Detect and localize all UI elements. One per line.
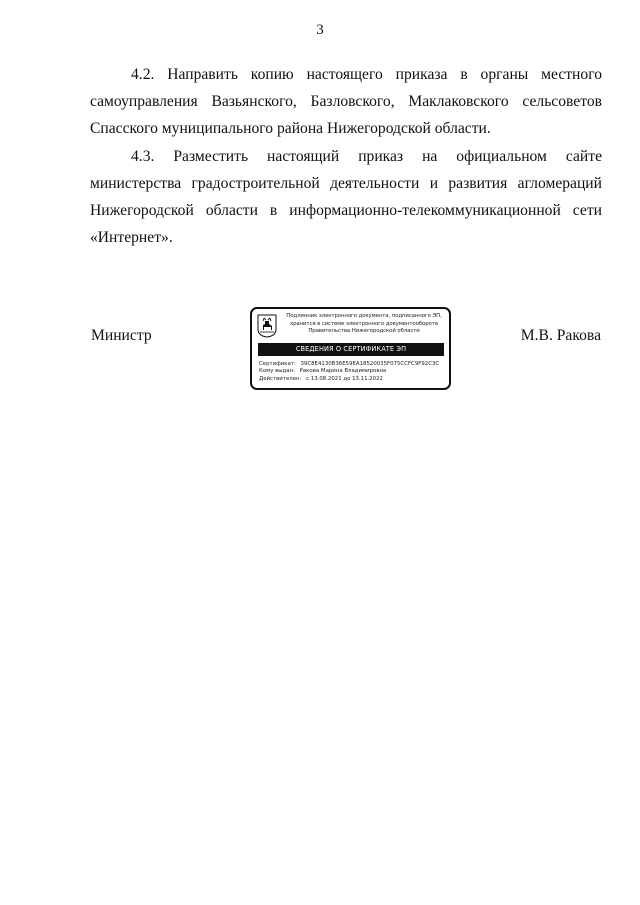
issued-to-label: Кому выдан:	[259, 368, 295, 375]
stamp-header-line: Подлинник электронного документа, подписанного ЭП,	[286, 313, 442, 319]
validity-row	[259, 376, 447, 383]
validity-value: с 13.08.2021 до 13.11.2022	[306, 375, 383, 382]
stamp-header-line: Правительства Нижегородской области	[308, 328, 420, 335]
certificate-row	[259, 361, 447, 368]
paragraph-4-2: 4.2. Направить копию настоящего приказа в органы местного самоуправления Вазьянского, Базловского, Маклаковского сельсоветов Спасского муниципального района Нижегородской области.	[90, 66, 602, 137]
issued-to-value: Ракова Марина Владимировна	[299, 368, 387, 375]
signatory-name: М.В. Ракова	[520, 327, 601, 344]
electronic-signature-stamp	[250, 307, 451, 390]
page-number: 3	[316, 22, 324, 38]
certificate-label: Сертификат:	[259, 361, 296, 367]
certificate-info-bar: СВЕДЕНИЯ О СЕРТИФИКАТЕ ЭП	[258, 343, 444, 356]
deer-emblem-icon	[257, 314, 277, 338]
stamp-header-line: хранится в системе электронного документооборота	[289, 320, 438, 327]
validity-label: Действителен:	[259, 375, 302, 382]
issued-to-row	[259, 368, 447, 375]
paragraph-4-3: 4.3. Разместить настоящий приказ на официальном сайте министерства градостроительной деятельности и развития агломераций Нижегородской области в информационно-телекоммуникационной сети «Интернет».	[90, 148, 602, 246]
stamp-header	[280, 313, 448, 336]
certificate-value: 39C8E4130B36E59EA18520035F075CCFC9F92C3C	[300, 361, 440, 367]
signatory-role: Министр	[91, 327, 152, 344]
certificate-details	[259, 361, 447, 383]
